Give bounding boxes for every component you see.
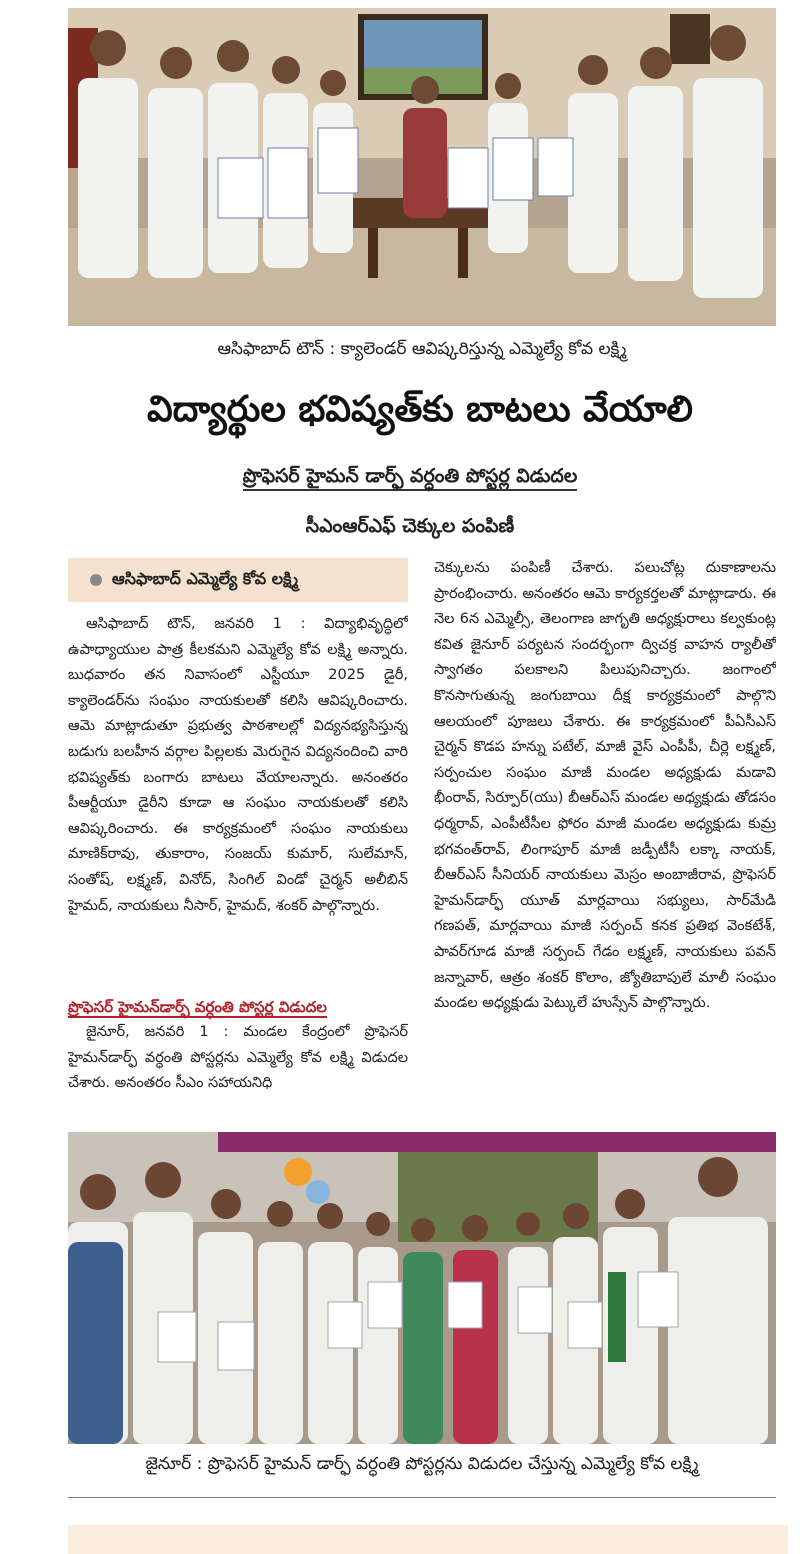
top-photo (68, 8, 776, 326)
subhead-primary (80, 462, 740, 490)
bottom-photo (68, 1132, 776, 1444)
subhead-secondary: సీఎంఆర్ఎఫ్ చెక్కుల పంపిణీ (305, 515, 515, 537)
bullet-icon (90, 574, 102, 586)
column-1-body (68, 612, 408, 992)
byline (68, 558, 408, 602)
divider (68, 1497, 776, 1498)
headline: విద్యార్థుల భవిష్యత్‌కు బాటలు వేయాలి (147, 389, 693, 430)
paragraph: చెక్కులను పంపిణీ చేశారు. పలుచోట్ల దుకాణాలను ప్రారంభించారు. అనంతరం ఆమె కార్యకర్తలతో మాట్లాడారు. ఈ నెల 6న ఎమ్మెల్సీ, తెలంగాణ జాగృతి అధ్యక్షురాలు కల్వకుంట్ల కవిత జైనూర్ పర్యటన సందర్భంగా ద్విచక్ర వాహన ర్యాలీతో స్వాగతం పలకాలని పిలుపునిచ్చారు. జంగాంలో కొనసాగుతున్న జంగుబాయి దీక్ష కార్యక్రమంలో పాల్గొని ఆలయంలో పూజలు చేశారు. ఈ కార్యక్రమంలో పీఏసీఎస్ చైర్మన్ కొడప హన్ను పటేల్, మాజీ వైస్ ఎంపీపీ, చీర్లె లక్ష్మణ్, సర్పంచుల సంఘం మాజీ మండల అధ్యక్షుడు మడావి భీంరావ్, సిర్పూర్(యు) బీఆర్ఎస్ మండల అధ్యక్షుడు తోడసం ధర్మరావ్, ఎంపీటీసీల ఫోరం మాజీ మండల అధ్యక్షుడు కుమ్ర భగవంత్‌రావ్, లింగాపూర్ మాజీ జడ్పీటీసీ లక్కా నాయక్, బీఆర్ఎస్ సీనియర్ నాయకులు మెస్రం అంబాజీరావ, ప్రొఫెసర్ హైమన్‌డార్ఫ్ యూత్ మార్లవాయి సభ్యులు, సార్‌మేడి గణపత్, మార్లవాయి మాజీ సర్పంచ్ కనక ప్రతిభ వెంకటేశ్, పావర్‌గూడ మాజీ సర్పంచ్ గేడం లక్ష్మణ్, నాయకులు పవన్ జన్నావార్, ఆత్రం శంకర్ కొలాం, జ్యోతిబాపులే మాలీ సంఘం మండల అధ్యక్షుడు పెట్కులే హుస్సేన్ పాల్గొన్నారు. (434, 560, 776, 1012)
bottom-photo-illustration (68, 1132, 776, 1444)
subhead-primary-text: ప్రొఫెసర్ హైమన్ డార్ఫ్ వర్ధంతి పోస్టర్ల విడుదల (243, 465, 578, 491)
column-1-continued (68, 1020, 408, 1120)
bottom-photo-caption: జైనూర్ : ప్రొఫెసర్ హైమన్ డార్ఫ్ వర్ధంతి పోస్టర్లను విడుదల చేస్తున్న ఎమ్మెల్యే కోవ లక్ష్మి (145, 1454, 699, 1474)
inline-subhead (68, 996, 408, 1018)
inline-subhead-text: ప్రొఫెసర్ హైమన్‌డార్ఫ్ వర్ధంతి పోస్టర్ల విడుదల (68, 998, 327, 1016)
paragraph: ఆసిఫాబాద్ టౌన్, జనవరి 1 : విద్యాభివృద్ధిలో ఉపాధ్యాయుల పాత్ర కీలకమని ఎమ్మెల్యే కోవ లక్ష్మి అన్నారు. బుధవారం తన నివాసంలో ఎస్టీయూ 2025 డైరీ, క్యాలెండర్‌ను సంఘం నాయకులతో కలిసి ఆవిష్కరించారు. ఆమె మాట్లాడుతూ ప్రభుత్వ పాఠశాలల్లో విద్యనభ్యసిస్తున్న బడుగు బలహీన వర్గాల పిల్లలకు మెరుగైన విద్యనందించి వారి భవిష్యత్‌కు బంగారు బాటలు వేయాలన్నారు. అనంతరం పీఆర్టీయూ డైరీని కూడా ఆ సంఘం నాయకులతో కలిసి ఆవిష్కరించారు. ఈ కార్యక్రమంలో సంఘం నాయకులు మాణిక్‌రావు, తుకారాం, సంజయ్ కుమార్, సులేమాన్, సంతోష్, లక్ష్మణ్, వినోద్, సింగిల్ విండో చైర్మన్ అలీబిన్ హైమద్, నాయకులు నీసార్, హైమద్, శంకర్ పాల్గొన్నారు. (68, 616, 408, 914)
paragraph: జైనూర్, జనవరి 1 : మండల కేంద్రంలో ప్రొఫెసర్ హైమన్‌డార్ఫ్ వర్ధంతి పోస్టర్లను ఎమ్మెల్యే కోవ లక్ష్మి విడుదల చేశారు. అనంతరం సీఎం సహాయనిధి (68, 1024, 408, 1092)
column-2-body (434, 556, 776, 1124)
byline-text: ఆసిఫాబాద్ ఎమ్మెల్యే కోవ లక్ష్మి (112, 568, 299, 588)
next-article-band (68, 1525, 788, 1554)
top-photo-illustration (68, 8, 776, 326)
top-photo-caption: ఆసిఫాబాద్ టౌన్ : క్యాలెండర్ ఆవిష్కరిస్తున్న ఎమ్మెల్యే కోవ లక్ష్మి (217, 339, 627, 359)
